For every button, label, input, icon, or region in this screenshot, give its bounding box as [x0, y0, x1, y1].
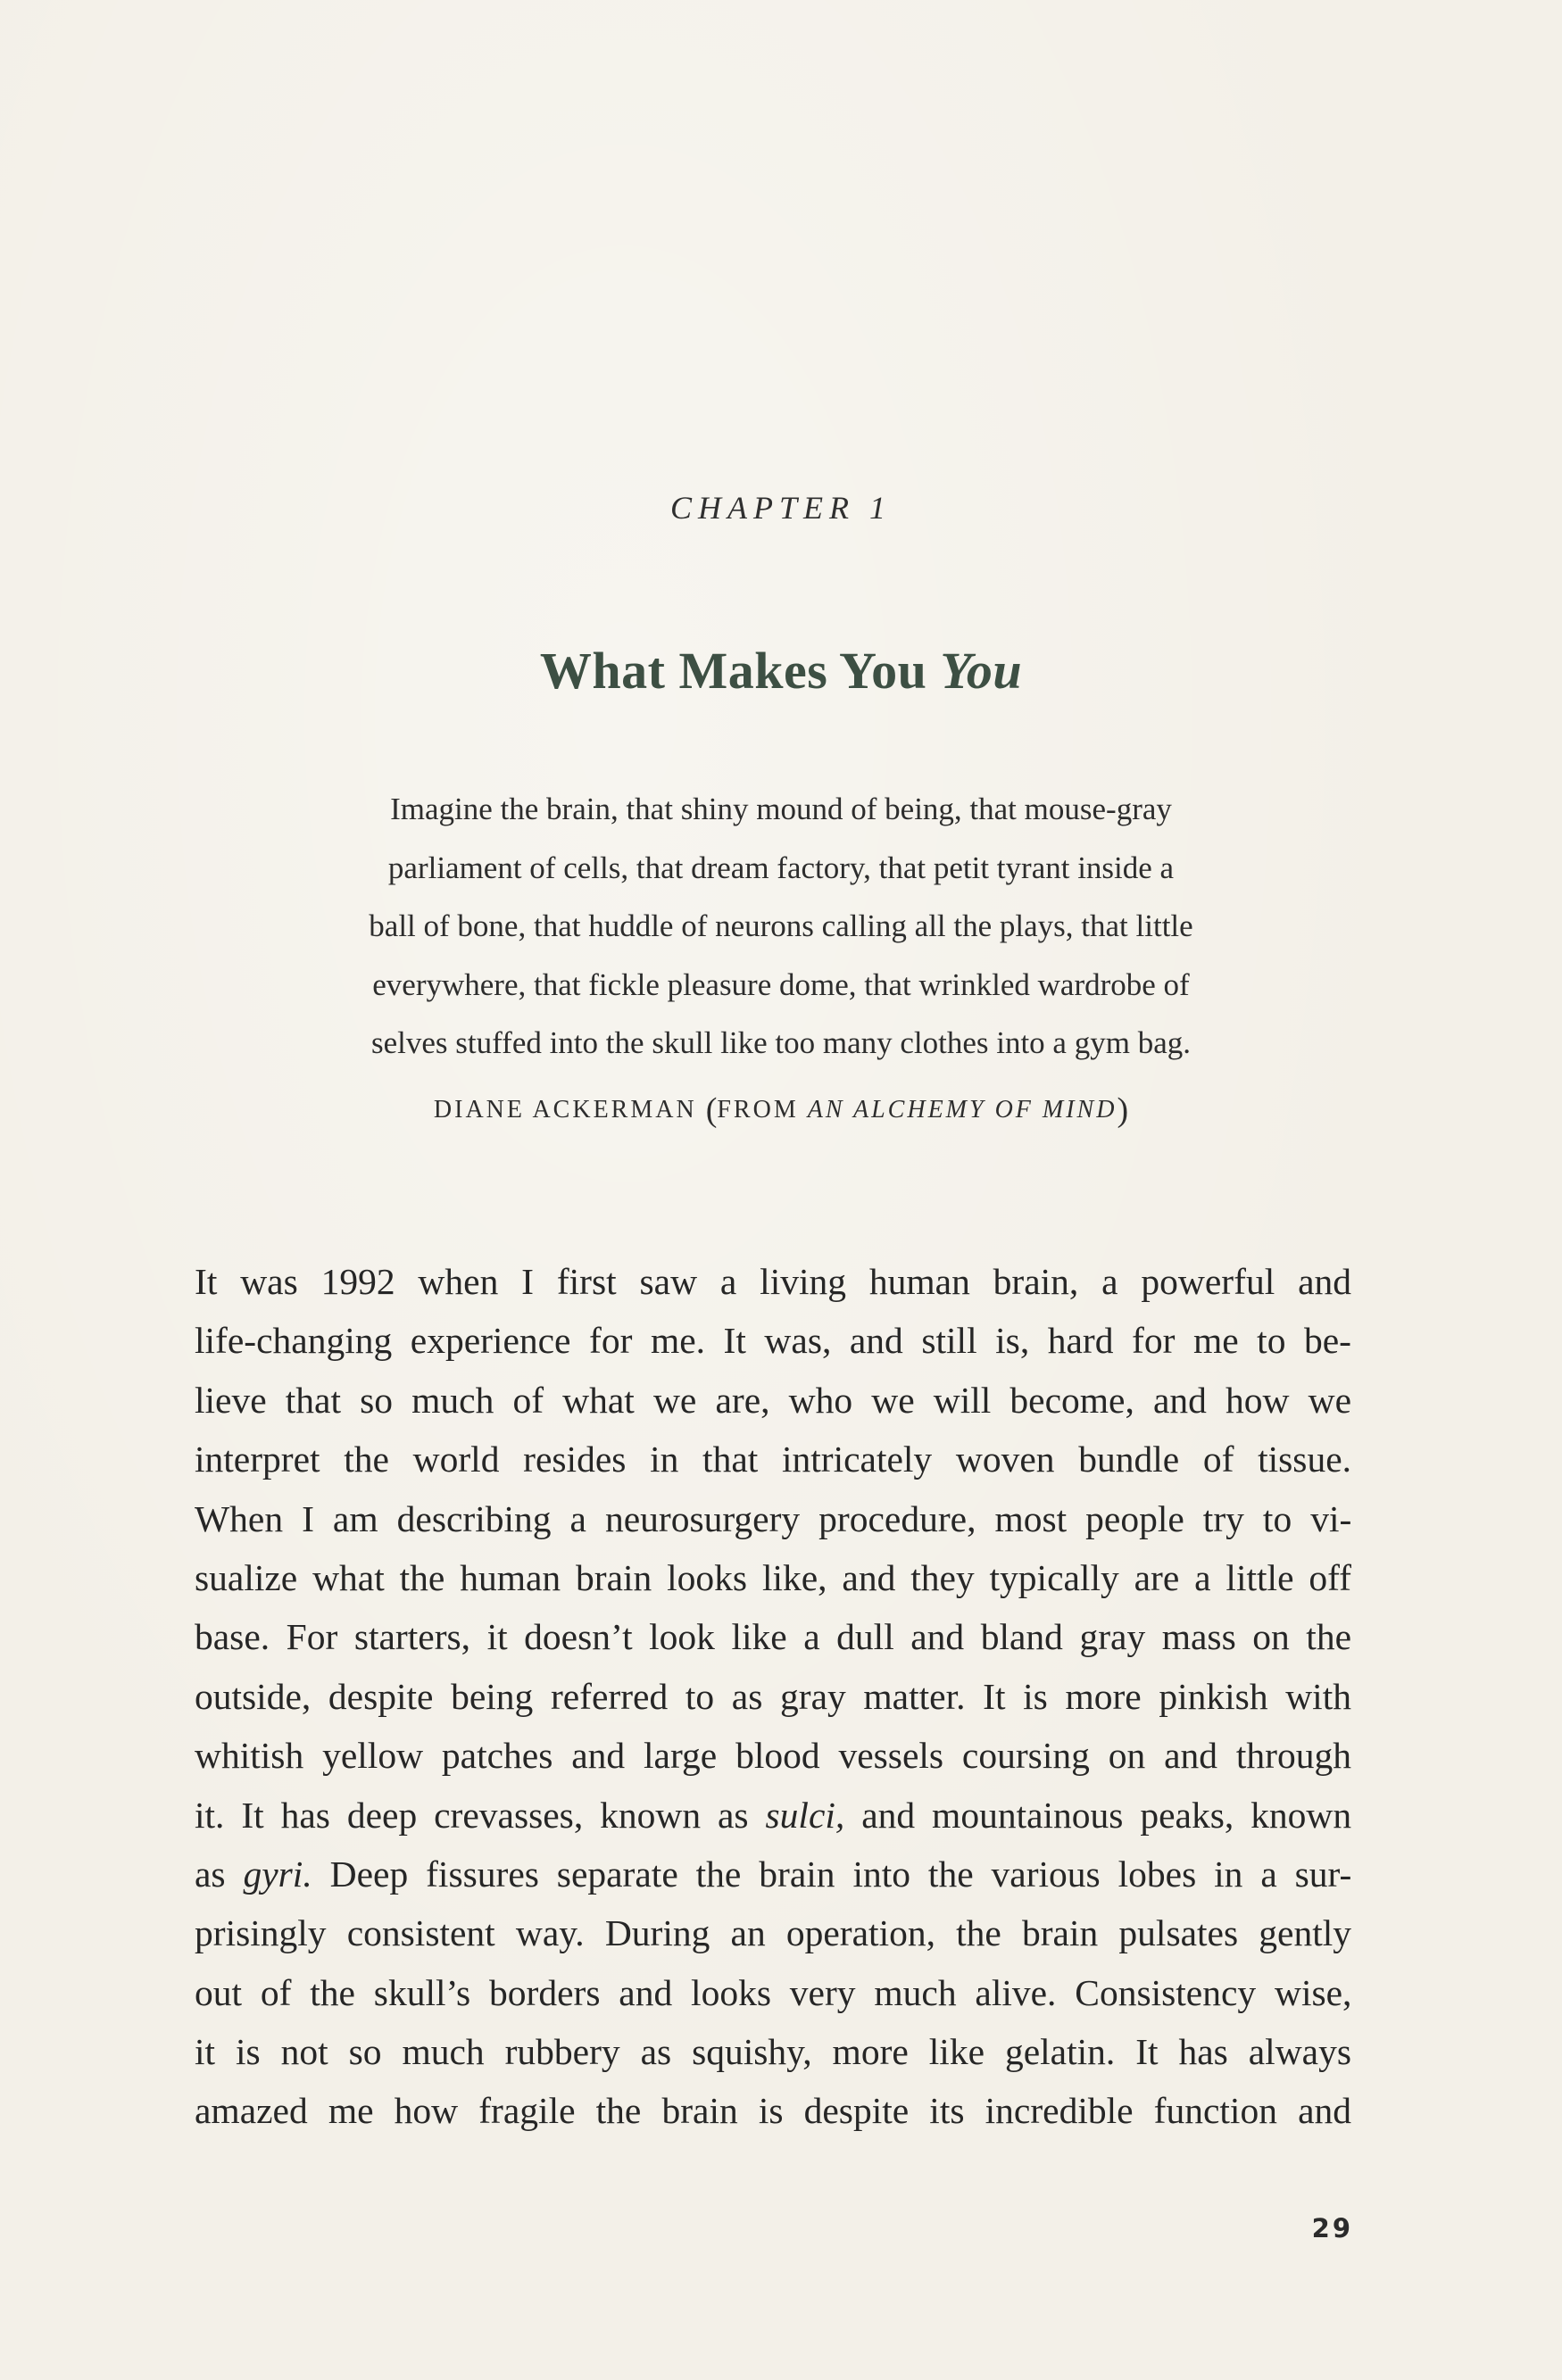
attribution-book-title: AN ALCHEMY OF MIND — [807, 1096, 1117, 1124]
body-line: prisingly consistent way. During an operation, the brain pulsates gently — [195, 1912, 1351, 1954]
epigraph-line: Imagine the brain, that shiny mound of being, that mouse-gray — [390, 792, 1172, 826]
body-line-sulci — [195, 1786, 1351, 1845]
chapter-title-italic: You — [940, 642, 1023, 700]
body-line: outside, despite being referred to as gray matter. It is more pinkish with — [195, 1675, 1351, 1717]
epigraph — [286, 780, 1276, 1073]
epigraph-attribution — [0, 1090, 1562, 1130]
body-line: When I am describing a neurosurgery procedure, most people try to vi- — [195, 1497, 1352, 1539]
body-line-gyri — [195, 1845, 1351, 1903]
body-line-text: as — [195, 1853, 244, 1895]
body-paragraph — [195, 1252, 1351, 2141]
body-line: whitish yellow patches and large blood vessels coursing on and through — [195, 1735, 1351, 1777]
body-line-text: Deep fissures separate the brain into the various lobes in a sur- — [312, 1853, 1352, 1895]
chapter-title — [0, 641, 1562, 701]
body-line: life-changing experience for me. It was, and still is, hard for me to be- — [195, 1320, 1351, 1362]
attribution-from: FROM — [717, 1096, 808, 1124]
epigraph-line: ball of bone, that huddle of neurons calling all the plays, that little — [369, 908, 1193, 943]
attribution-paren-open: ( — [705, 1091, 718, 1129]
page-number: 29 — [1311, 2213, 1353, 2243]
body-line: It was 1992 when I first saw a living human brain, a powerful and — [195, 1261, 1351, 1302]
body-line-text: it. It has deep crevasses, known as — [195, 1794, 766, 1836]
body-line: out of the skull’s borders and looks very much alive. Consistency wise, — [195, 1971, 1352, 2013]
epigraph-line: everywhere, that fickle pleasure dome, that wrinkled wardrobe of — [372, 966, 1190, 1002]
term-sulci: sulci, — [765, 1794, 845, 1836]
body-line: base. For starters, it doesn’t look like a dull and bland gray mass on the — [195, 1616, 1351, 1658]
body-line: amazed me how fragile the brain is despite its incredible function and — [195, 2090, 1351, 2132]
attribution-paren-close: ) — [1117, 1091, 1129, 1129]
body-line: lieve that so much of what we are, who we will become, and how we — [195, 1379, 1351, 1421]
term-gyri: gyri. — [243, 1853, 312, 1895]
epigraph-line: selves stuffed into the skull like too many clothes into a gym bag. — [371, 1025, 1191, 1060]
body-line: it is not so much rubbery as squishy, more like gelatin. It has always — [195, 2031, 1351, 2073]
chapter-label: CHAPTER 1 — [670, 490, 892, 526]
epigraph-line: parliament of cells, that dream factory, that petit tyrant inside a — [387, 850, 1175, 885]
chapter-title-main: What Makes You — [539, 642, 941, 700]
body-line: sualize what the human brain looks like, and they typically are a little off — [195, 1556, 1351, 1598]
attribution-author: DIANE ACKERMAN — [433, 1096, 697, 1124]
body-line-text: and mountainous peaks, known — [844, 1794, 1352, 1836]
body-line: interpret the world resides in that intricately woven bundle of tissue. — [195, 1439, 1351, 1480]
